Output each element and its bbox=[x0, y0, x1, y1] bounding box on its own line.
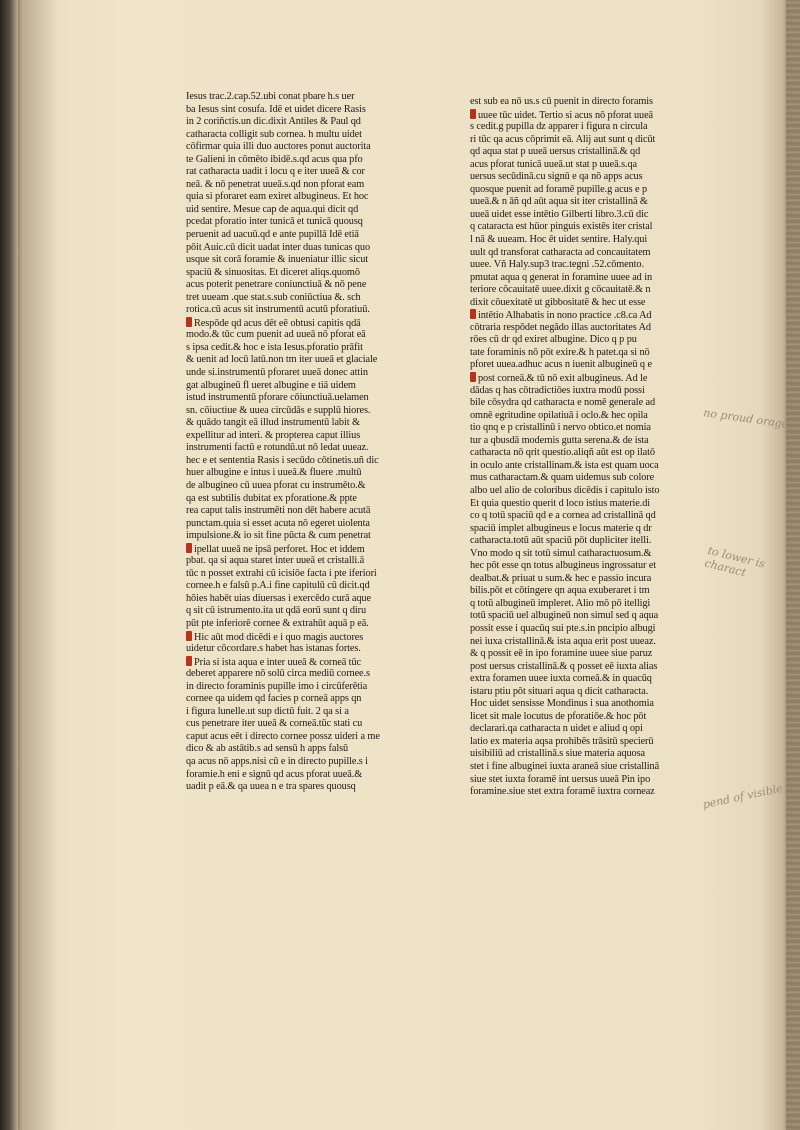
text-line-content: albo uel alio de coloribus dicēdis i capitulo isto bbox=[470, 484, 660, 496]
text-line-content: Iesus trac.2.cap.52.ubi conat pbare h.s uer bbox=[186, 91, 355, 102]
text-line bbox=[470, 196, 692, 209]
text-line-content: & uenit ad locū latū.non tm iter uueā et glaciale bbox=[186, 354, 378, 366]
text-line bbox=[470, 297, 692, 310]
text-line bbox=[470, 673, 692, 686]
text-line-content: deberet apparere nō solū circa mediū cornee.s bbox=[186, 668, 370, 680]
text-line-content: q totū albugineū impleret. Alio mō pō itelligi bbox=[470, 597, 651, 609]
text-line-content: dixit cōuexitatē ut gibbositatē & hec ut esse bbox=[470, 296, 646, 308]
text-line bbox=[470, 698, 692, 711]
text-line-content: co q totū spaciū qd e a cornea ad cristallinā qd bbox=[470, 510, 656, 522]
text-line bbox=[470, 560, 692, 573]
text-line bbox=[186, 493, 410, 506]
text-line-content: punctam.quia si esset acuta nō egeret uiolenta bbox=[186, 517, 370, 529]
right-text-column bbox=[470, 96, 692, 799]
text-line bbox=[186, 292, 410, 305]
text-line bbox=[186, 392, 410, 405]
text-line-content: catharacta.totū aūt spaciū pōt dupliciter itelli. bbox=[470, 535, 652, 547]
text-line-content: qd aqua stat p uueā uersus cristallinā.& qd bbox=[470, 146, 641, 158]
text-line bbox=[186, 580, 410, 593]
text-line bbox=[186, 116, 410, 129]
text-line bbox=[186, 242, 410, 255]
text-line bbox=[186, 543, 410, 556]
text-line-content: tret uueam .que stat.s.sub coniūctiua &. sch bbox=[186, 291, 361, 303]
gutter-shadow bbox=[18, 0, 58, 1130]
rubricated-initial-mark bbox=[186, 656, 192, 666]
text-line-content: unde si.instrumentū pforaret uueā donec attin bbox=[186, 367, 368, 379]
text-line bbox=[470, 234, 692, 247]
text-line-content: post corneā.& tū nō exit albugineus. Ad le bbox=[478, 373, 648, 385]
text-line bbox=[186, 154, 410, 167]
text-line-content: Hic aūt mod dicēdi e i quo magis auctores bbox=[194, 631, 364, 643]
text-line bbox=[470, 723, 692, 736]
text-line-content: intētio Alhabatis in nono practice .c8.ca Ad bbox=[478, 310, 652, 322]
text-line-content: s ipsa cedit.& hoc e ista Iesus.pforatio prāfit bbox=[186, 341, 363, 353]
text-line-content: te Galieni in cōmēto ibidē.s.qd acus qua pfo bbox=[186, 153, 363, 165]
text-line-content: quosque puenit ad foramē pupille.g acus e p bbox=[470, 183, 647, 195]
text-line-content: & quādo tangit eā illud instrumentū labit & bbox=[186, 417, 360, 429]
text-line bbox=[186, 505, 410, 518]
text-line bbox=[470, 510, 692, 523]
text-line bbox=[186, 254, 410, 267]
text-line bbox=[186, 668, 410, 681]
text-line-content: modo.& tūc cum puenit ad uueā nō pforat eā bbox=[186, 329, 366, 341]
text-line bbox=[470, 585, 692, 598]
text-line bbox=[186, 91, 410, 104]
margin-note: no proud orage bbox=[702, 406, 790, 431]
text-line-content: dealbat.& priuat u sum.& hec e passio incura bbox=[470, 572, 652, 584]
text-line-content: qa acus nō apps.nisi cū e in directo pupille.s i bbox=[186, 755, 368, 767]
text-line-content: gat albugineū fl ueret albugine e tiā uidem bbox=[186, 379, 356, 391]
text-line-content: s cedit.g pupilla dz apparer i figura n circula bbox=[470, 121, 648, 133]
text-line-content: tūc n posset extrahi cū icisiōe facta i pte iferiori bbox=[186, 567, 377, 579]
text-line-content: uuee. Vñ Haly.sup3 trac.tegni .52.cōmento. bbox=[470, 259, 644, 271]
text-line bbox=[186, 229, 410, 242]
text-line bbox=[470, 221, 692, 234]
text-line bbox=[186, 417, 410, 430]
rubricated-initial-mark bbox=[186, 317, 192, 327]
text-line bbox=[470, 761, 692, 774]
text-line-content: dico & ab astātib.s ad sensū h apps falsū bbox=[186, 743, 349, 755]
text-line bbox=[470, 661, 692, 674]
text-line bbox=[186, 430, 410, 443]
text-line bbox=[470, 636, 692, 649]
text-line bbox=[186, 518, 410, 531]
text-line-content: q sit cū istrumento.ita ut qdā eorū sunt q diru bbox=[186, 605, 367, 617]
text-line-content: rea caput talis instrumēti non dēt habere acutā bbox=[186, 505, 371, 517]
text-line bbox=[186, 631, 410, 644]
text-line bbox=[186, 442, 410, 455]
text-line bbox=[186, 593, 410, 606]
text-line-content: uult qd transforat catharacta ad concauitatem bbox=[470, 246, 651, 258]
text-line bbox=[186, 455, 410, 468]
text-line bbox=[470, 435, 692, 448]
text-line bbox=[470, 786, 692, 799]
text-line-content: uersus secūdinā.cu signū e qa nō apps acus bbox=[470, 171, 643, 183]
text-line-content: q cataracta est hūor pinguis existēs iter cristal bbox=[470, 221, 653, 233]
text-line-content: cornee.h e falsū p.A.i fine capitulū cū dicit.qd bbox=[186, 580, 370, 592]
text-line bbox=[470, 711, 692, 724]
text-line bbox=[470, 774, 692, 787]
rubricated-initial-mark bbox=[470, 372, 476, 382]
text-line bbox=[470, 385, 692, 398]
text-line-content: Hoc uidet sensisse Mondinus i sua anothomia bbox=[470, 698, 654, 710]
text-line-content: post uersus cristallinā.& q posset eē iuxta alias bbox=[470, 660, 658, 672]
text-line bbox=[470, 548, 692, 561]
text-line bbox=[470, 460, 692, 473]
text-line bbox=[186, 693, 410, 706]
text-line-content: siue stet iuxta foramē int uersus uueā Pin ipo bbox=[470, 773, 651, 785]
text-line-content: Respōde qd acus dēt eē obtusi capitis qdā bbox=[194, 317, 361, 329]
text-line bbox=[470, 146, 692, 159]
text-line-content: huer albugine e intus i uueā.& fluere .multū bbox=[186, 467, 362, 479]
text-line bbox=[470, 284, 692, 297]
text-line bbox=[470, 171, 692, 184]
text-line bbox=[186, 329, 410, 342]
text-line-content: uisibiliū ad cristallinā.s siue materia aquosa bbox=[470, 748, 645, 760]
text-line-content: extra foramen uuee iuxta corneā.& in quacūq bbox=[470, 673, 652, 685]
text-line bbox=[470, 184, 692, 197]
text-line-content: istaru ptiu pōt situari aqua q dicit catharacta. bbox=[470, 685, 649, 697]
text-line bbox=[470, 447, 692, 460]
text-line-content: totū spaciū uel albugineū non simul sed q aqua bbox=[470, 610, 659, 622]
text-line-content: foramine.siue stet extra foramē iuxtra corneaz bbox=[470, 786, 655, 798]
text-line bbox=[470, 648, 692, 661]
text-line-content: rotica.cū acus sit instrumentū acutū pforatiuū. bbox=[186, 304, 370, 316]
text-line-content: i figura lunelle.ut sup dictū fuit. 2 qa si a bbox=[186, 705, 349, 717]
text-line-content: possit esse i quacūq sui pte.s.in pncipio albugi bbox=[470, 622, 656, 634]
text-line-content: teriore cōcauitatē uuee.dixit g cōcauitatē.& n bbox=[470, 284, 651, 296]
text-line-content: hec e et sententia Rasis i secūdo cōtinetis.uñ dic bbox=[186, 454, 379, 466]
text-line bbox=[186, 769, 410, 782]
text-line-content: bile cōsydra qd catharacta e nomē generale ad bbox=[470, 397, 656, 409]
rubricated-initial-mark bbox=[186, 543, 192, 553]
text-line bbox=[470, 523, 692, 536]
text-line-content: rat catharacta uadit i locu q e iter uueā & cor bbox=[186, 166, 365, 178]
text-line bbox=[470, 422, 692, 435]
text-line-content: cōfirmar quia illi duo auctores ponut auctorita bbox=[186, 141, 371, 153]
text-line bbox=[470, 134, 692, 147]
text-line bbox=[186, 530, 410, 543]
text-line bbox=[186, 279, 410, 292]
text-line bbox=[470, 259, 692, 272]
text-line bbox=[470, 498, 692, 511]
text-line bbox=[186, 191, 410, 204]
text-line bbox=[186, 555, 410, 568]
text-line bbox=[186, 405, 410, 418]
text-line bbox=[470, 322, 692, 335]
text-line-content: acus poterit penetrare coniunctiuā & nō pene bbox=[186, 279, 367, 291]
rubricated-initial-mark bbox=[186, 631, 192, 641]
text-line-content: cōtraria respōdet negādo illas auctoritates Ad bbox=[470, 321, 651, 333]
margin-note: pend of visible bbox=[701, 781, 784, 812]
text-line bbox=[186, 267, 410, 280]
text-line-content: ipellat uueā ne ipsā perforet. Hoc et iddem bbox=[194, 543, 365, 555]
text-line-content: tate foraminis nō pōt exire.& h patet.qa si nō bbox=[470, 346, 650, 358]
text-line bbox=[470, 748, 692, 761]
text-line bbox=[470, 686, 692, 699]
text-line bbox=[186, 681, 410, 694]
text-line bbox=[186, 731, 410, 744]
text-line-content: uuee tūc uidet. Tertio si acus nō pforat uueā bbox=[478, 109, 654, 121]
text-line bbox=[186, 317, 410, 330]
text-line bbox=[470, 598, 692, 611]
text-line-content: impulsione.& io sit fine pūcta & cum penetrat bbox=[186, 530, 371, 542]
text-line-content: in 2 coriñctis.un dic.dixit Antiles & Paul qd bbox=[186, 116, 361, 128]
text-line bbox=[470, 359, 692, 372]
text-line-content: tio qnq e p cristallinū i nervo obtico.et nomia bbox=[470, 422, 651, 434]
text-line-content: caput acus eēt i directo cornee possz uideri a me bbox=[186, 730, 380, 742]
text-line-content: in oculo ante cristallinam.& ista est quam uoca bbox=[470, 459, 659, 471]
text-line bbox=[186, 756, 410, 769]
text-line-content: expellitur ad interi. & propterea caput illius bbox=[186, 429, 361, 441]
text-line bbox=[186, 367, 410, 380]
text-line bbox=[186, 605, 410, 618]
text-line-content: uueā.& n āñ qd aūt aqua sit iter cristallinā & bbox=[470, 196, 648, 208]
text-line bbox=[470, 736, 692, 749]
margin-note: to lower is charact bbox=[703, 543, 767, 580]
text-line-content: quia si pforaret eam exiret albugineus. Et hoc bbox=[186, 191, 369, 203]
text-line-content: in directo foraminis pupille imo i circūferētia bbox=[186, 680, 368, 692]
text-line-content: usque sit corā foramie & inueniatur illic sicut bbox=[186, 254, 369, 266]
text-line bbox=[186, 743, 410, 756]
text-line-content: l nā & uueam. Hoc ēt uidet sentire. Haly.qui bbox=[470, 234, 648, 246]
text-line-content: ri tūc qa acus cōprimit eā. Alij aut sunt q dicūt bbox=[470, 133, 656, 145]
text-line bbox=[186, 643, 410, 656]
text-line-content: uid sentire. Mesue cap de aqua.qui dicit qd bbox=[186, 203, 359, 215]
text-line-content: hōies habēt uias diuersas i exercēdo curā aque bbox=[186, 592, 371, 604]
text-line bbox=[470, 573, 692, 586]
text-line-content: peruenit ad uacuū.qd e ante pupillā Idē etiā bbox=[186, 229, 359, 241]
text-line bbox=[186, 480, 410, 493]
text-line bbox=[186, 706, 410, 719]
text-line-content: foramie.h eni e signū qd acus pforat uueā.& bbox=[186, 768, 363, 780]
left-text-column bbox=[186, 91, 410, 794]
text-line bbox=[470, 159, 692, 172]
text-line bbox=[186, 781, 410, 794]
text-line-content: stet i fine albuginei iuxta araneā siue cristallinā bbox=[470, 760, 660, 772]
text-line-content: pbat. qa si aqua staret inter uueā et cristalli.ā bbox=[186, 555, 365, 567]
text-line bbox=[470, 347, 692, 360]
text-line bbox=[186, 216, 410, 229]
text-line-content: acus pforat tunicā uueā.ut stat p uueā.s.qa bbox=[470, 158, 637, 170]
text-line bbox=[470, 610, 692, 623]
text-line-content: pcedat pforatio inter tunicā et tunicā quousq bbox=[186, 216, 363, 228]
text-line-content: uidetur cōcordare.s habet has istanas fortes. bbox=[186, 643, 361, 655]
text-line-content: licet sit male locutus de pforatiōe.& hoc pōt bbox=[470, 710, 647, 722]
text-line bbox=[186, 204, 410, 217]
text-line-content: cus penetrare iter uueā & corneā.tūc stati cu bbox=[186, 718, 363, 730]
text-line bbox=[186, 718, 410, 731]
text-line bbox=[470, 623, 692, 636]
text-line bbox=[470, 247, 692, 260]
text-line-content: tur a qbusdā modernis gutta serena.& de ista bbox=[470, 434, 649, 446]
text-line-content: Et quia questio querit d loco istius materie.di bbox=[470, 497, 651, 509]
text-line bbox=[470, 535, 692, 548]
text-line bbox=[470, 109, 692, 122]
text-line-content: cornee qa uidem qd facies p corneā apps qn bbox=[186, 693, 362, 705]
text-line bbox=[470, 397, 692, 410]
text-line bbox=[186, 656, 410, 669]
text-line-content: catharacta nō qrit questio.aliqñ aūt est op ilatō bbox=[470, 447, 655, 459]
text-line-content: uadit p eā.& qa uuea n e tra spares quousq bbox=[186, 781, 356, 793]
text-line-content: pforet uuea.adhuc acus n iuenit albugineū q e bbox=[470, 359, 652, 371]
text-line-content: instrumenti factū e rotundū.ut nō ledat uueaz. bbox=[186, 442, 369, 454]
text-line-content: neā. & nō penetrat uueā.s.qd non pforat eam bbox=[186, 178, 365, 190]
text-line-content: pmutat aqua q generat in foramine uuee ad in bbox=[470, 271, 653, 283]
text-line-content: ba Iesus sint cosufa. Idē et uidet dicere Rasis bbox=[186, 103, 366, 115]
text-line-content: Pria si ista aqua e inter uueā & corneā tūc bbox=[194, 656, 361, 668]
text-line bbox=[470, 209, 692, 222]
text-line bbox=[186, 141, 410, 154]
text-line bbox=[470, 485, 692, 498]
text-line bbox=[186, 104, 410, 117]
text-line bbox=[186, 568, 410, 581]
text-line-content: declarari.qa catharacta n uidet e aliud q opi bbox=[470, 723, 643, 735]
text-line-content: & q possit eē in ipo foramine uuee siue paruz bbox=[470, 648, 653, 660]
text-line bbox=[470, 121, 692, 134]
text-line-content: pūt pte inferiorē cornee & extrahūt aquā p eā. bbox=[186, 617, 369, 629]
text-line bbox=[186, 618, 410, 631]
text-line-content: spaciū implet albugineus e locus materie q dr bbox=[470, 522, 652, 534]
text-line-content: omnē egritudine opilatiuā i oclo.& hec opila bbox=[470, 409, 648, 421]
text-line bbox=[186, 467, 410, 480]
text-line-content: nei iuxa cristallinā.& ista aqua erit post uueaz. bbox=[470, 635, 656, 647]
text-line-content: spaciū & sinuositas. Et diceret aliqs.quomō bbox=[186, 266, 360, 278]
text-line bbox=[470, 272, 692, 285]
text-line bbox=[470, 309, 692, 322]
text-line-content: pōit Auic.cū dicit uadat inter duas tunicas quo bbox=[186, 241, 371, 253]
text-line-content: latio ex materia aqsa prohibēs trāsitū specierū bbox=[470, 735, 654, 747]
text-line-content: qa est subtilis dubitat ex pforatione.& ppte bbox=[186, 492, 357, 504]
text-line bbox=[470, 472, 692, 485]
text-line-content: catharacta colligit sub cornea. h multu uidet bbox=[186, 128, 362, 140]
text-line-content: sn. cōiuctiue & uuea circūdās e supplū hiores. bbox=[186, 404, 371, 416]
text-line-content: Vno modo q sit totū simul catharactuosum.& bbox=[470, 547, 652, 559]
text-line bbox=[470, 334, 692, 347]
text-line bbox=[470, 410, 692, 423]
text-line-content: uueā uidet esse intētio Gilberti libro.3.cū dic bbox=[470, 208, 649, 220]
text-line-content: est sub ea nō us.s cū puenit in directo foramis bbox=[470, 96, 653, 107]
text-line-content: mus catharactam.& quam uidemus sub colore bbox=[470, 472, 655, 484]
text-line-content: dādas q has cōtradictiōes iuxtra modū possi bbox=[470, 384, 645, 396]
text-line bbox=[186, 129, 410, 142]
text-line-content: hec pōt esse qn totus albugineus ingrossatur et bbox=[470, 560, 657, 572]
text-line-content: de albugineo cū uuea pforat cu instrumēto.& bbox=[186, 479, 366, 491]
text-line-content: rōes cū dr qd exiret albugine. Dico q p pu bbox=[470, 334, 637, 346]
rubricated-initial-mark bbox=[470, 309, 476, 319]
text-line bbox=[186, 166, 410, 179]
text-line bbox=[470, 372, 692, 385]
rubricated-initial-mark bbox=[470, 109, 476, 119]
text-line bbox=[186, 342, 410, 355]
text-line bbox=[186, 304, 410, 317]
text-line-content: bilis.pōt et cōtingere qn aqua exuberaret i tm bbox=[470, 585, 650, 597]
text-line bbox=[186, 354, 410, 367]
text-line bbox=[186, 179, 410, 192]
text-line-content: istud instrumentū pforare cōiunctiuā.uelamen bbox=[186, 392, 369, 404]
text-line bbox=[470, 96, 692, 109]
text-line bbox=[186, 380, 410, 393]
